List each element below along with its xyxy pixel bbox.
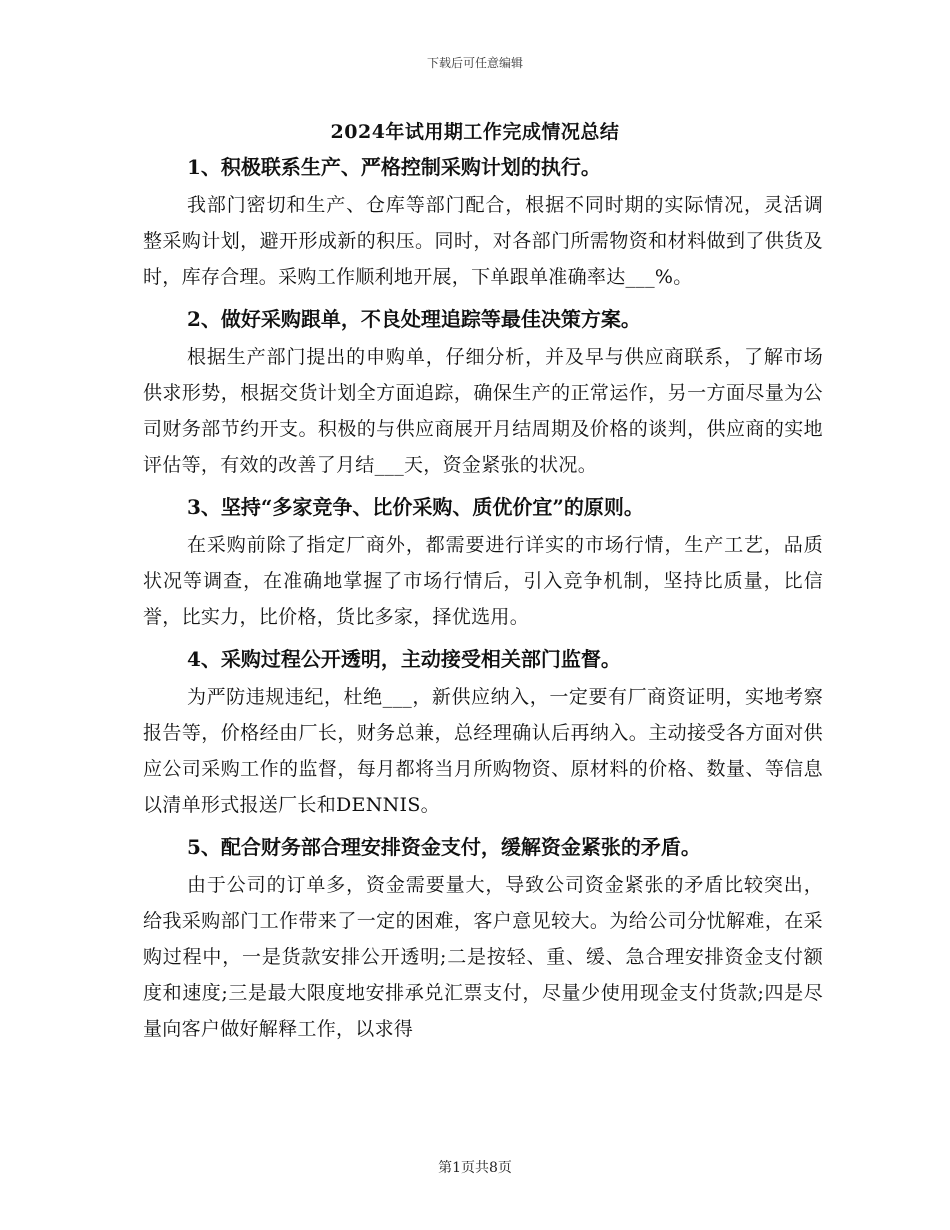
section-2 [143, 302, 823, 483]
section-heading: 1、积极联系生产、严格控制采购计划的执行。 [187, 155, 601, 179]
page-number-footer: 第1页共8页 [438, 1160, 512, 1176]
section-paragraph: 在采购前除了指定厂商外，都需要进行详实的市场行情，生产工艺，品质状况等调查，在准确地掌握了市场行情后，引入竞争机制，坚持比质量，比信誉，比实力，比价格，货比多家，择优选用。 [143, 534, 823, 628]
section-paragraph: 为严防违规违纪，杜绝___，新供应纳入，一定要有厂商资证明，实地考察报告等，价格经由厂长，财务总兼，总经理确认后再纳入。主动接受各方面对供应公司采购工作的监督，每月都将当月所购物资、原材料的价格、数量、等信息以清单形式报送厂长和DENNIS。 [143, 686, 823, 816]
section-1 [143, 150, 823, 295]
section-heading: 5、配合财务部合理安排资金支付，缓解资金紧张的矛盾。 [187, 835, 701, 859]
section-heading: 4、采购过程公开透明，主动接受相关部门监督。 [187, 647, 621, 671]
section-4 [143, 642, 823, 823]
section-heading: 3、坚持“多家竞争、比价采购、质优价宜”的原则。 [187, 495, 644, 519]
section-heading: 2、做好采购跟单，不良处理追踪等最佳决策方案。 [187, 307, 641, 331]
section-paragraph: 由于公司的订单多，资金需要量大，导致公司资金紧张的矛盾比较突出，给我采购部门工作带来了一定的困难，客户意见较大。为给公司分忧解难，在采购过程中，一是货款安排公开透明;二是按轻、重、缓、急合理安排资金支付额度和速度;三是最大限度地安排承兑汇票支付，尽量少使用现金支付货款;四是尽量向客户做好解释工作，以求得 [143, 874, 823, 1040]
document-title: 2024年试用期工作完成情况总结 [330, 121, 620, 143]
section-paragraph: 我部门密切和生产、仓库等部门配合，根据不同时期的实际情况，灵活调整采购计划，避开形成新的积压。同时，对各部门所需物资和材料做到了供货及时，库存合理。采购工作顺利地开展，下单跟单准确率达___%。 [143, 194, 823, 288]
document-body [143, 150, 823, 1054]
section-paragraph: 根据生产部门提出的申购单，仔细分析，并及早与供应商联系，了解市场供求形势，根据交货计划全方面追踪，确保生产的正常运作，另一方面尽量为公司财务部节约开支。积极的与供应商展开月结周期及价格的谈判，供应商的实地评估等，有效的改善了月结___天，资金紧张的状况。 [143, 346, 823, 476]
section-5 [143, 830, 823, 1047]
page-header-note: 下载后可任意编辑 [426, 56, 523, 70]
section-3 [143, 490, 823, 635]
